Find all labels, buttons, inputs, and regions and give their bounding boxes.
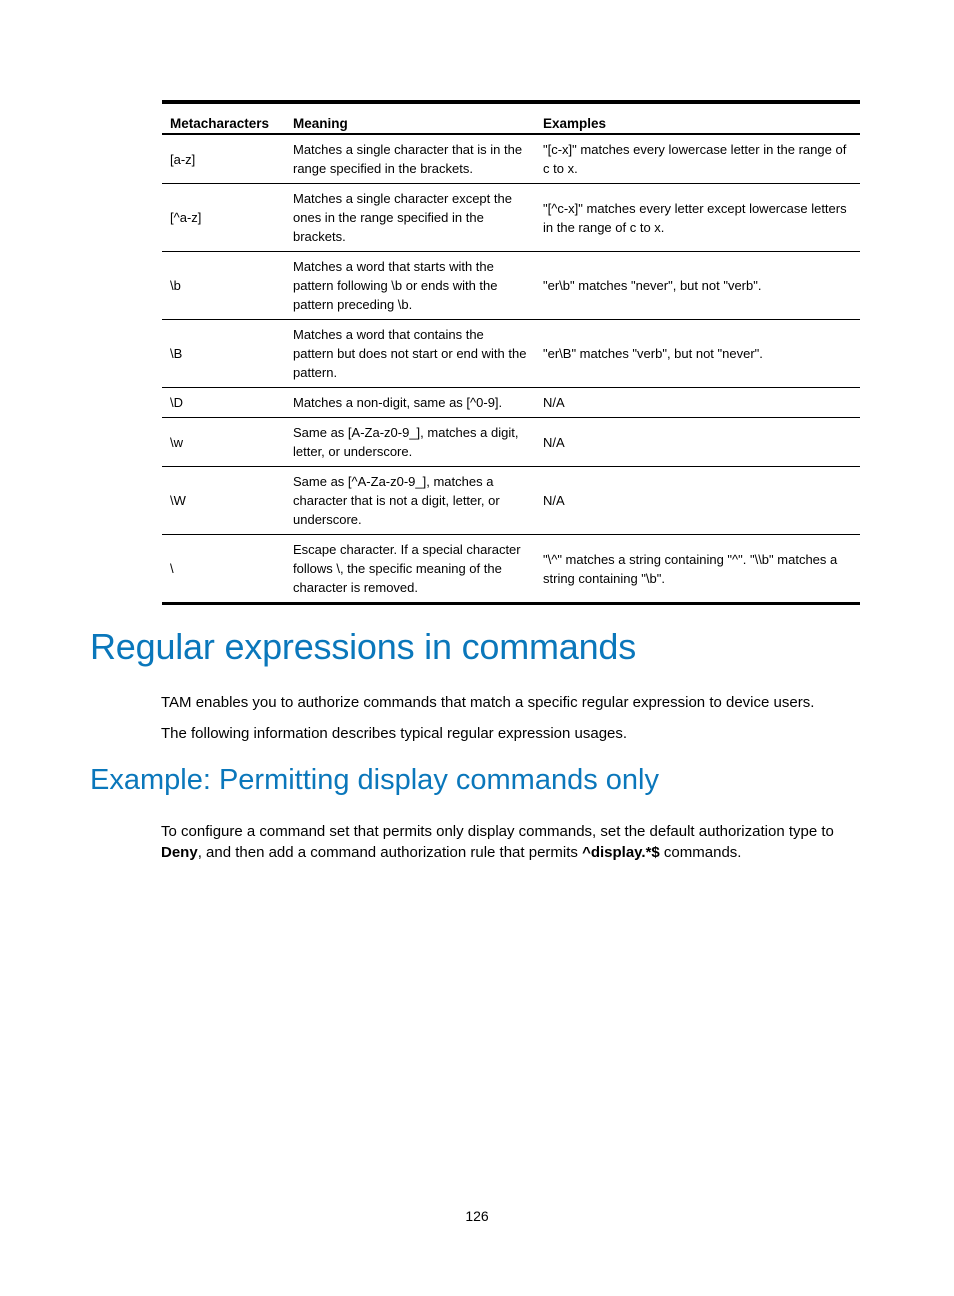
cell-example: N/A xyxy=(535,388,860,418)
table-row xyxy=(162,418,860,467)
table-row xyxy=(162,320,860,388)
table-row xyxy=(162,184,860,252)
cell-meaning: Matches a single character that is in the range specified in the brackets. xyxy=(285,134,535,184)
cell-example: "[^c-x]" matches every letter except lowercase letters in the range of c to x. xyxy=(535,184,860,252)
cell-meaning: Matches a word that contains the pattern but does not start or end with the pattern. xyxy=(285,320,535,388)
display-regex: ^display.*$ xyxy=(582,844,660,861)
cell-metacharacter: \B xyxy=(162,320,285,388)
cell-meaning: Matches a non-digit, same as [^0-9]. xyxy=(285,388,535,418)
table-row xyxy=(162,388,860,418)
cell-example: "er\b" matches "never", but not "verb". xyxy=(535,252,860,320)
header-examples: Examples xyxy=(535,102,860,134)
cell-meaning: Matches a single character except the ones in the range specified in the brackets. xyxy=(285,184,535,252)
table-row xyxy=(162,134,860,184)
cell-metacharacter: \W xyxy=(162,467,285,535)
cell-meaning: Same as [^A-Za-z0-9_], matches a character that is not a digit, letter, or underscore. xyxy=(285,467,535,535)
table-row xyxy=(162,535,860,604)
intro-paragraph: TAM enables you to authorize commands that match a specific regular expression to device users. xyxy=(161,694,815,711)
cell-metacharacter: [a-z] xyxy=(162,134,285,184)
cell-metacharacter: \ xyxy=(162,535,285,604)
usage-paragraph: The following information describes typical regular expression usages. xyxy=(161,725,628,742)
cell-metacharacter: \w xyxy=(162,418,285,467)
page-number: 126 xyxy=(465,1208,489,1224)
cell-metacharacter: \D xyxy=(162,388,285,418)
cell-example: "er\B" matches "verb", but not "never". xyxy=(535,320,860,388)
example-text-3: commands. xyxy=(659,844,742,861)
table-header-row xyxy=(162,102,860,134)
cell-metacharacter: \b xyxy=(162,252,285,320)
subsection-heading: Example: Permitting display commands only xyxy=(90,764,659,796)
example-text-1: To configure a command set that permits only display commands, set the default authorization type to xyxy=(161,823,834,840)
cell-example: N/A xyxy=(535,418,860,467)
cell-meaning: Escape character. If a special character follows \, the specific meaning of the character is removed. xyxy=(285,535,535,604)
header-metacharacters: Metacharacters xyxy=(162,102,285,134)
cell-example: "[c-x]" matches every lowercase letter in the range of c to x. xyxy=(535,134,860,184)
table-row xyxy=(162,467,860,535)
section-heading: Regular expressions in commands xyxy=(90,626,637,667)
deny-keyword: Deny xyxy=(161,844,198,861)
metacharacters-table xyxy=(162,100,860,605)
cell-example: "\^" matches a string containing "^". "\\b" matches a string containing "\b". xyxy=(535,535,860,604)
cell-example: N/A xyxy=(535,467,860,535)
cell-metacharacter: [^a-z] xyxy=(162,184,285,252)
table-row xyxy=(162,252,860,320)
example-paragraph xyxy=(161,821,871,863)
header-meaning: Meaning xyxy=(285,102,535,134)
cell-meaning: Same as [A-Za-z0-9_], matches a digit, letter, or underscore. xyxy=(285,418,535,467)
example-text-2: , and then add a command authorization rule that permits xyxy=(197,844,583,861)
cell-meaning: Matches a word that starts with the pattern following \b or ends with the pattern preceding \b. xyxy=(285,252,535,320)
